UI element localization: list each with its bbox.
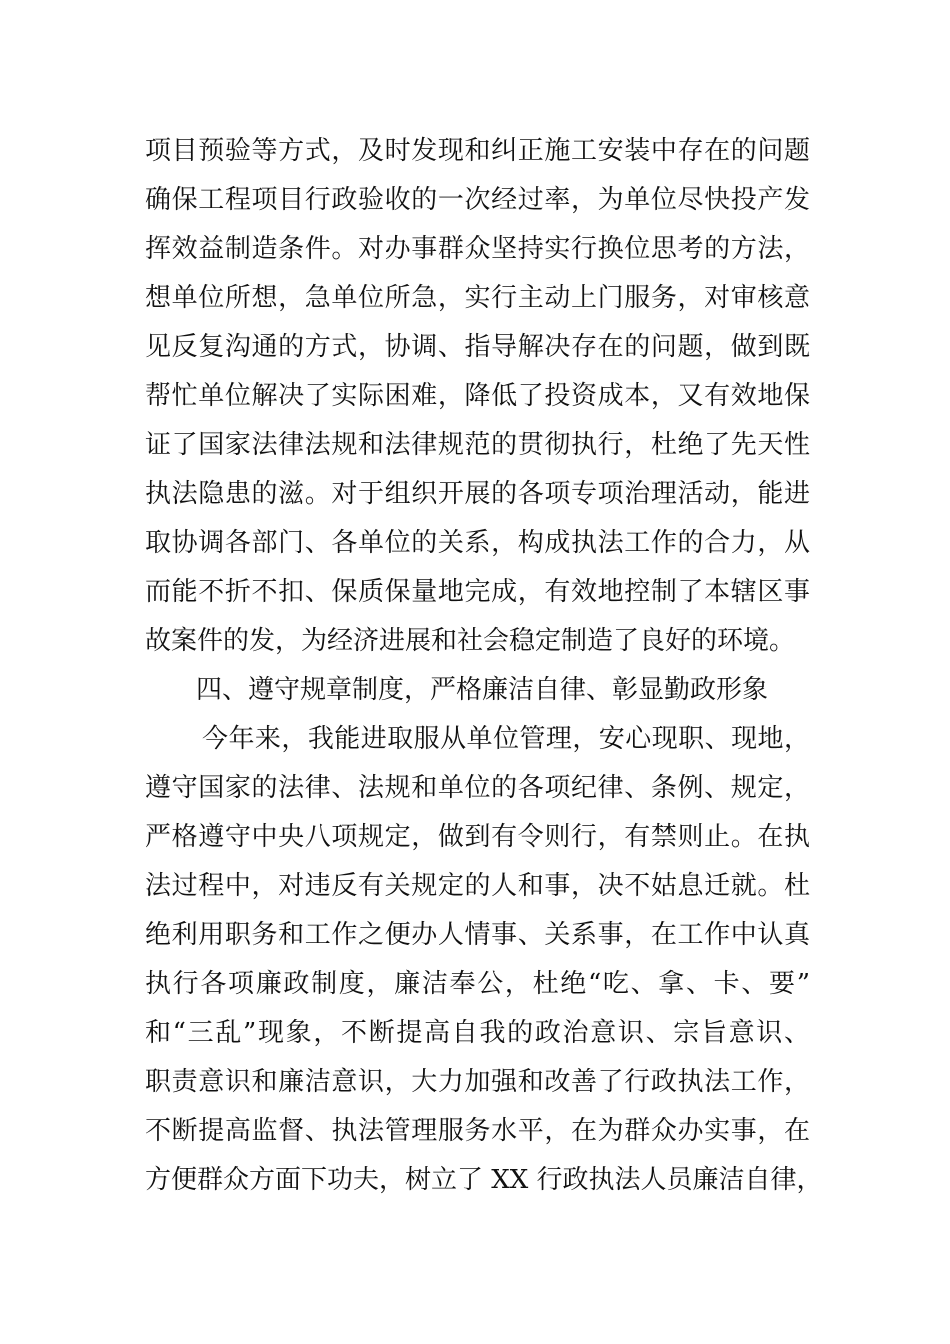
section-heading: 四、遵守规章制度，严格廉洁自律、彰显勤政形象	[196, 675, 769, 705]
paragraph-line: 而能不折不扣、保质保量地完成，有效地控制了本辖区事	[145, 577, 810, 607]
paragraph-line: 帮忙单位解决了实际困难，降低了投资成本，又有效地保	[145, 381, 810, 411]
paragraph-line: 取协调各部门、各单位的关系，构成执法工作的合力，从	[145, 528, 810, 558]
paragraph-line: 执法隐患的滋。对于组织开展的各项专项治理活动，能进	[145, 479, 810, 509]
paragraph-line: 严格遵守中央八项规定，做到有令则行，有禁则止。在执	[145, 822, 810, 852]
paragraph-line: 证了国家法律法规和法律规范的贯彻执行，杜绝了先天性	[145, 430, 810, 460]
paragraph-line: 执行各项廉政制度，廉洁奉公，杜绝“吃、拿、卡、要”	[145, 969, 810, 999]
paragraph-line: 见反复沟通的方式，协调、指导解决存在的问题，做到既	[145, 332, 810, 362]
paragraph-line: 职责意识和廉洁意识，大力加强和改善了行政执法工作，	[145, 1067, 810, 1097]
paragraph-line: 不断提高监督、执法管理服务水平，在为群众办实事，在	[145, 1116, 810, 1146]
paragraph-line: 绝利用职务和工作之便办人情事、关系事，在工作中认真	[145, 920, 810, 950]
paragraph-line: 遵守国家的法律、法规和单位的各项纪律、条例、规定，	[145, 773, 810, 803]
paragraph-line: 挥效益制造条件。对办事群众坚持实行换位思考的方法，	[145, 234, 810, 264]
paragraph-line: 项目预验等方式，及时发现和纠正施工安装中存在的问题	[145, 136, 810, 166]
paragraph-line: 今年来，我能进取服从单位管理，安心现职、现地，	[202, 724, 810, 754]
paragraph-line: 确保工程项目行政验收的一次经过率，为单位尽快投产发	[145, 185, 810, 215]
paragraph-line: 法过程中，对违反有关规定的人和事，决不姑息迁就。杜	[145, 871, 810, 901]
paragraph-line: 想单位所想，急单位所急，实行主动上门服务，对审核意	[145, 283, 810, 313]
paragraph-line: 故案件的发，为经济进展和社会稳定制造了良好的环境。	[145, 626, 796, 656]
paragraph-line: 方便群众方面下功夫，树立了 XX 行政执法人员廉洁自律，	[145, 1165, 823, 1195]
paragraph-line: 和“三乱”现象，不断提高自我的政治意识、宗旨意识、	[145, 1018, 810, 1048]
